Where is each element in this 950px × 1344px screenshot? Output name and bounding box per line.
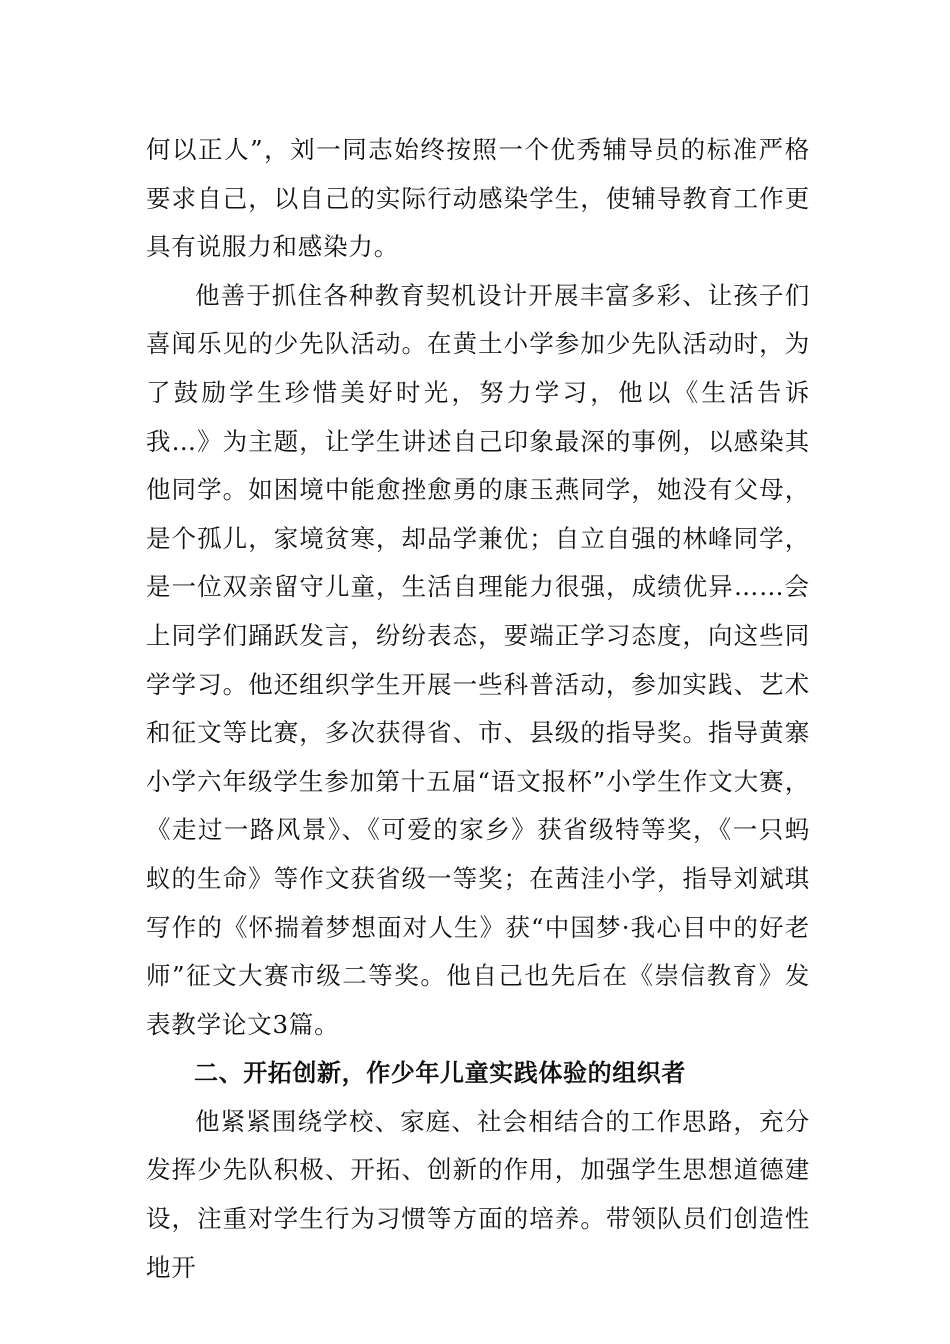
paragraph-continuation: 何以正人”，刘一同志始终按照一个优秀辅导员的标准严格要求自己，以自己的实际行动感染学生，使辅导教育工作更具有说服力和感染力。: [146, 135, 810, 262]
section-heading: 二、开拓创新，作少年儿童实践体验的组织者: [194, 1059, 686, 1088]
paragraph-practice: 他紧紧围绕学校、家庭、社会相结合的工作思路，充分发挥少先队积极、开拓、创新的作用，加强学生思想道德建设，注重对学生行为习惯等方面的培养。带领队员们创造性地开: [146, 1106, 810, 1282]
paragraph-activities: 他善于抓住各种教育契机设计开展丰富多彩、让孩子们喜闻乐见的少先队活动。在黄土小学参加少先队活动时，为了鼓励学生珍惜美好时光，努力学习，他以《生活告诉我…》为主题，让学生讲述自己印象最深的事例，以感染其他同学。如困境中能愈挫愈勇的康玉燕同学，她没有父母，是个孤儿，家境贫寒，却品学兼优；自立自强的林峰同学，是一位双亲留守儿童，生活自理能力很强，成绩优异……会上同学们踊跃发言，纷纷表态，要端正学习态度，向这些同学学习。他还组织学生开展一些科普活动，参加实践、艺术和征文等比赛，多次获得省、市、县级的指导奖。指导黄寨小学六年级学生参加第十五届“语文报杯”小学生作文大赛，《走过一路风景》、《可爱的家乡》获省级特等奖，《一只蚂蚁的生命》等作文获省级一等奖；在茜洼小学，指导刘斌琪写作的《怀揣着梦想面对人生》获“中国梦·我心目中的好老师”征文大赛市级二等奖。他自己也先后在《崇信教育》发表教学论文3篇。: [146, 280, 810, 1039]
document-page: [146, 126, 810, 1292]
